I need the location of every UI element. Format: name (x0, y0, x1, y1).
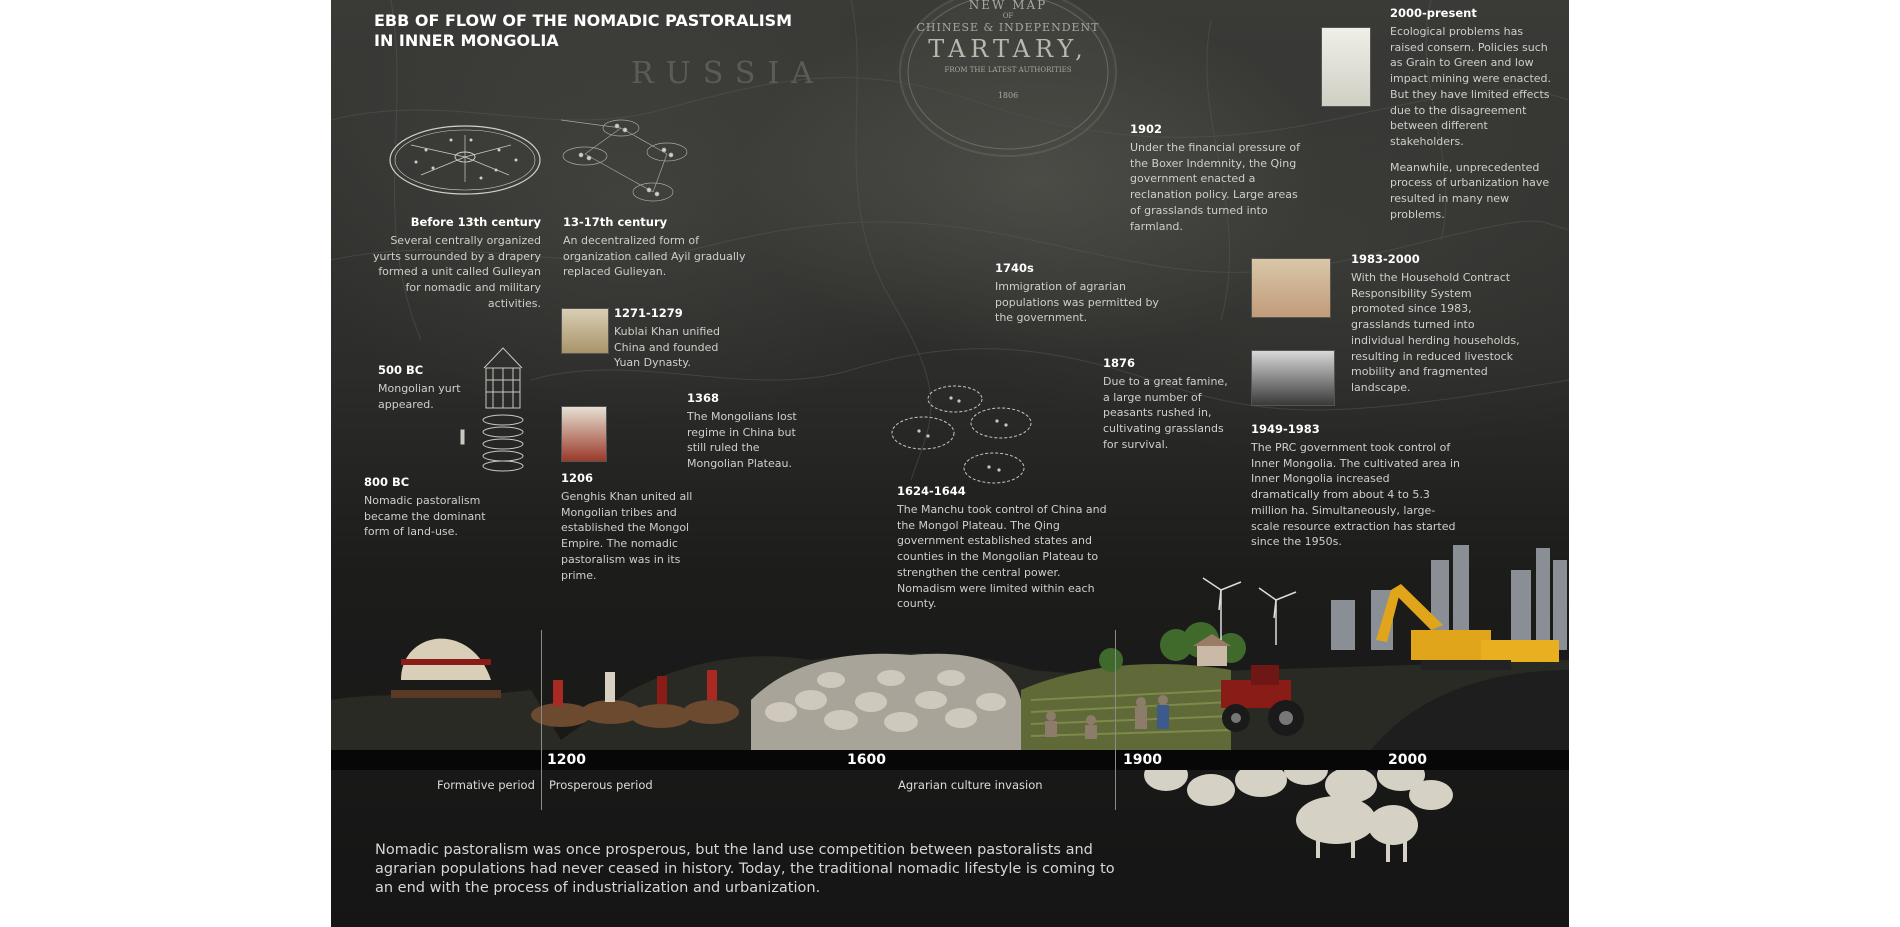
event-13-17th (563, 214, 753, 280)
foreground-sheep (1144, 755, 1453, 862)
qing-settlement-diagram (892, 386, 1031, 483)
cartouche-line6: 1806 (997, 91, 1019, 100)
period-divider-1200 (541, 630, 542, 810)
event-text: The Manchu took control of China and the Mongol Plateau. The Qing government established states and counties in the Mongolian Plateau to strengthen the central power. Nomadism were limited within each county. (897, 503, 1107, 611)
event-year: 13-17th century (563, 215, 668, 229)
event-text: Nomadic pastoralism became the dominant form of land-use. (364, 494, 486, 539)
event-before-13th (367, 214, 541, 312)
gulieyan-diagram (390, 126, 540, 194)
event-text: Ecological problems has raised consern. Policies such as Grain to Green and low impact mining were enacted. But they have limited effects due to the disagreement between different stakeholders. (1390, 25, 1551, 148)
event-1876 (1103, 355, 1229, 453)
prc-era-photo (1251, 350, 1335, 406)
event-year: 2000-present (1390, 6, 1477, 20)
event-year: 1740s (995, 261, 1034, 275)
event-text: With the Household Contract Responsibility System promoted since 1983, grasslands turned into individual herding households, resulting in reduced livestock mobility and fragmented landscape. (1351, 271, 1520, 394)
event-text: The Mongolians lost regime in China but still ruled the Mongolian Plateau. (687, 410, 797, 471)
event-1902 (1130, 121, 1310, 234)
event-1983-2000 (1351, 251, 1521, 396)
summary-text: Nomadic pastoralism was once prosperous, but the land use competition between pastoralists and agrarian populations had never ceased in history. Today, the traditional nomadic lifestyle is coming to an end with the process of industrialization and urbanization. (375, 842, 1115, 896)
event-2000-present (1390, 5, 1560, 222)
event-year: 500 BC (378, 363, 424, 377)
axis-tick-1900: 1900 (1123, 752, 1162, 768)
event-year: 1206 (561, 471, 594, 485)
event-year: Before 13th century (410, 215, 541, 229)
event-text: An decentralized form of organization called Ayil gradually replaced Gulieyan. (563, 234, 746, 279)
cartouche-line2: OF (1002, 12, 1014, 20)
page-title: EBB OF FLOW OF THE NOMADIC PASTORALISM IN INNER MONGOLIA (374, 11, 793, 50)
axis-tick-2000: 2000 (1388, 752, 1427, 768)
cartouche-line4: TARTARY, (928, 35, 1088, 63)
ayil-clusters-diagram (561, 120, 687, 201)
cartouche-line3: CHINESE & INDEPENDENT (916, 21, 1100, 34)
yurt-structure-drawing (461, 348, 523, 471)
event-year: 1368 (687, 391, 720, 405)
event-800bc (364, 474, 494, 540)
yurt-camp-drawing (391, 639, 501, 698)
event-year: 1983-2000 (1351, 252, 1420, 266)
timeline-poster (331, 0, 1569, 927)
event-1624-1644 (897, 483, 1111, 612)
period-formative: Formative period (437, 778, 535, 792)
event-text: Mongolian yurt appeared. (378, 382, 461, 411)
event-text: Immigration of agrarian populations was permitted by the government. (995, 280, 1159, 325)
event-text: Kublai Khan unified China and founded Yuan Dynasty. (614, 325, 721, 370)
axis-tick-1200: 1200 (547, 752, 586, 768)
event-text: Several centrally organized yurts surrounded by a drapery formed a unit called Gulieyan for nomadic and military activities. (372, 234, 541, 310)
map-word: RUSSIA (631, 56, 825, 91)
policy-document-photo (1321, 27, 1371, 107)
event-year: 1624-1644 (897, 484, 966, 498)
cartouche-line5: FROM THE LATEST AUTHORITIES (944, 66, 1072, 74)
event-1368 (687, 390, 807, 472)
event-1206 (561, 470, 701, 583)
household-contract-document-photo (1251, 258, 1331, 318)
event-500bc (378, 362, 468, 412)
event-year: 1271-1279 (614, 306, 683, 320)
event-year: 1902 (1130, 122, 1163, 136)
map-cartouche-text (908, 0, 1108, 101)
period-agrarian-invasion: Agrarian culture invasion (898, 778, 1043, 792)
kublai-khan-portrait (561, 308, 609, 354)
event-text: The PRC government took control of Inner Mongolia. The cultivated area in Inner Mongolia increased dramatically from about 4 to 5.3 million ha. Simultaneously, large-scale resource extraction has started since the 1950s. (1251, 441, 1460, 549)
timeline-axis (331, 750, 1569, 770)
genghis-khan-portrait (561, 406, 607, 462)
period-divider-1900 (1115, 630, 1116, 810)
event-1740s (995, 260, 1165, 326)
cartouche-line1: NEW MAP (968, 0, 1048, 12)
event-1949-1983 (1251, 421, 1461, 550)
event-year: 1876 (1103, 356, 1136, 370)
event-text: Under the financial pressure of the Boxer Indemnity, the Qing government enacted a reclanation policy. Large areas of grasslands turned into farmland. (1130, 141, 1300, 233)
event-text: Genghis Khan united all Mongolian tribes and established the Mongol Empire. The nomadic pastoralism was in its prime. (561, 490, 693, 582)
event-text-2: Meanwhile, unprecedented process of urbanization have resulted in many new problems. (1390, 160, 1550, 221)
period-prosperous: Prosperous period (549, 778, 653, 792)
event-year: 1949-1983 (1251, 422, 1320, 436)
event-1271-1279 (614, 305, 734, 371)
event-text: Due to a great famine, a large number of peasants rushed in, cultivating grasslands for survival. (1103, 375, 1228, 451)
event-year: 800 BC (364, 475, 410, 489)
axis-tick-1600: 1600 (847, 752, 886, 768)
